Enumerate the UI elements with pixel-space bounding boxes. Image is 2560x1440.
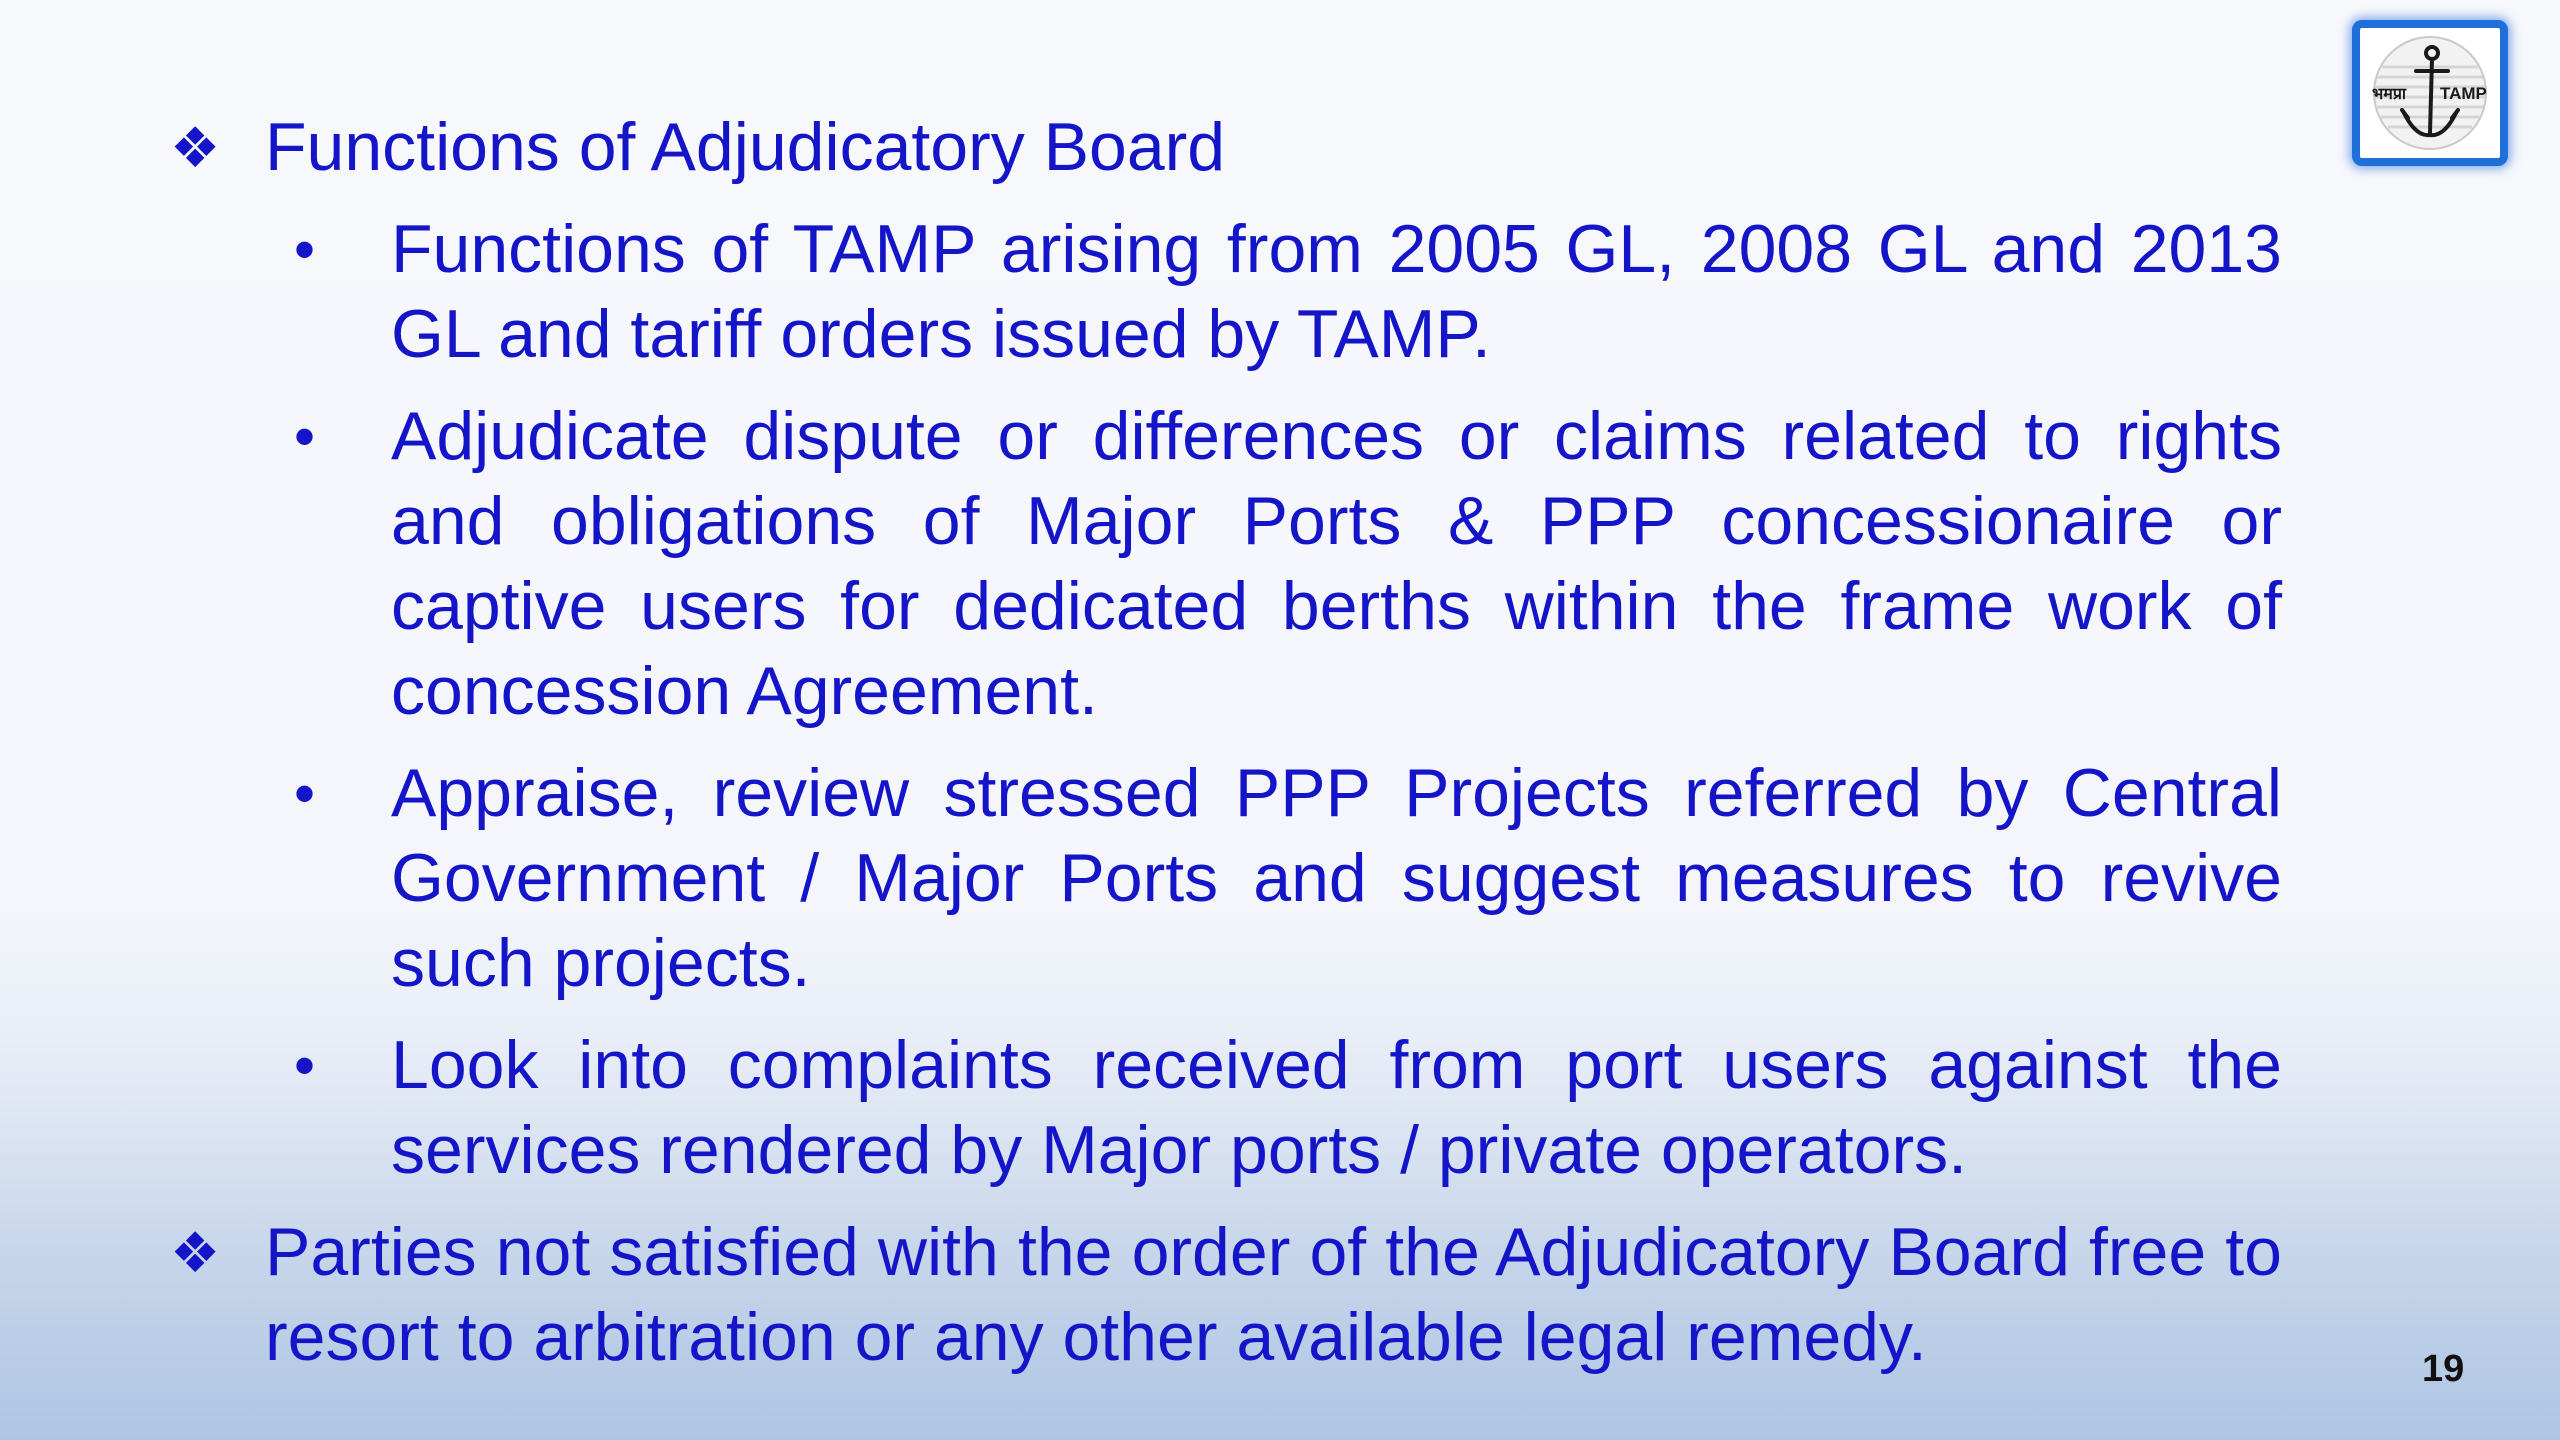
bullet-text: Adjudicate dispute or differences or claims related to rights and obligations of Major Ports & PPP concessionaire or captive users for dedicated berths within the frame work of concession Agreement. bbox=[391, 398, 2282, 729]
bullet-text: Functions of TAMP arising from 2005 GL, 2008 GL and 2013 GL and tariff orders issued by TAMP. bbox=[391, 211, 2282, 372]
tamp-logo bbox=[2352, 20, 2508, 166]
bullet-item bbox=[170, 1023, 2282, 1193]
bullet-text: Look into complaints received from port users against the services rendered by Major ports / private operators. bbox=[391, 1027, 2282, 1188]
heading-item bbox=[170, 105, 2282, 190]
dot-bullet-icon: • bbox=[294, 1032, 316, 1099]
bullet-text: Appraise, review stressed PPP Projects referred by Central Government / Major Ports and suggest measures to revive such projects. bbox=[391, 755, 2282, 1001]
bullet-item bbox=[170, 207, 2282, 377]
dot-bullet-icon: • bbox=[294, 216, 316, 283]
dot-bullet-icon: • bbox=[294, 760, 316, 827]
logo-text-left: भमप्रा bbox=[2372, 84, 2407, 103]
anchor-emblem-icon bbox=[2368, 33, 2492, 153]
bullet-item bbox=[170, 394, 2282, 734]
slide-content bbox=[170, 105, 2282, 1380]
diamond-bullet-icon: ❖ bbox=[170, 1221, 221, 1284]
bullet-item bbox=[170, 751, 2282, 1006]
heading-text: Functions of Adjudicatory Board bbox=[265, 109, 1226, 185]
logo-text-right: TAMP bbox=[2440, 84, 2487, 103]
closing-text: Parties not satisfied with the order of the Adjudicatory Board free to resort to arbitration or any other available legal remedy. bbox=[265, 1214, 2282, 1375]
closing-item bbox=[170, 1210, 2282, 1380]
page-number: 19 bbox=[2422, 1348, 2465, 1390]
dot-bullet-icon: • bbox=[294, 403, 316, 470]
diamond-bullet-icon: ❖ bbox=[170, 116, 221, 179]
